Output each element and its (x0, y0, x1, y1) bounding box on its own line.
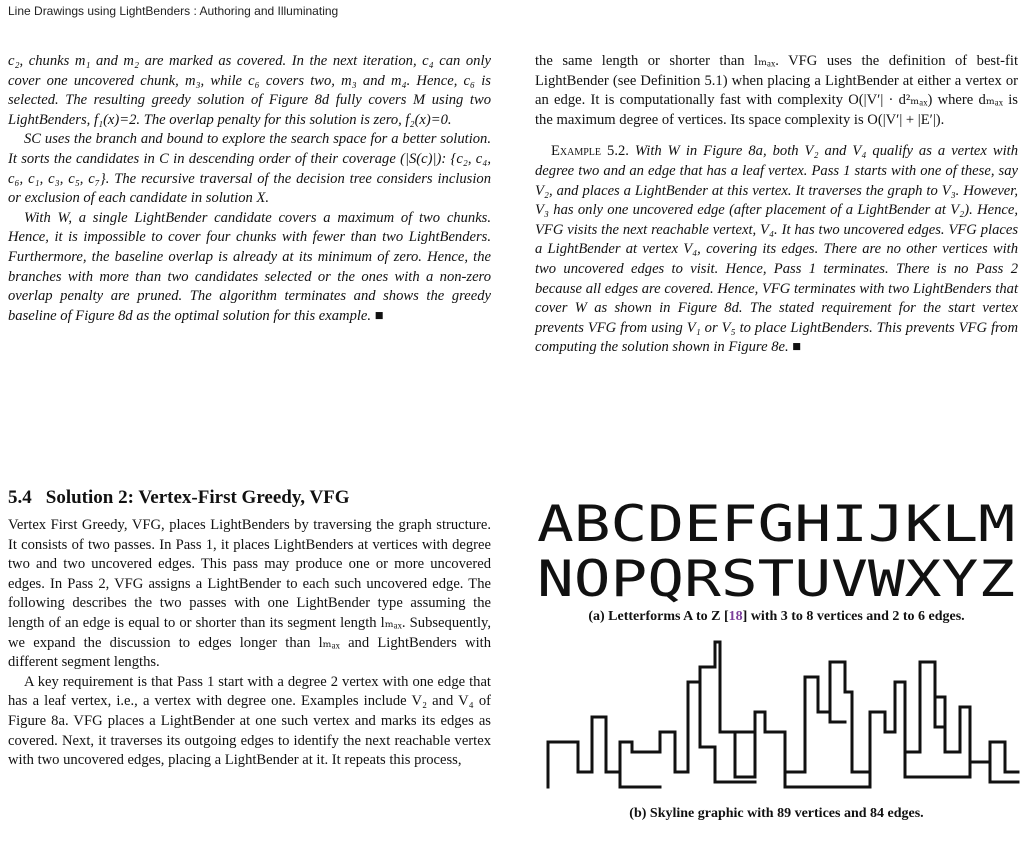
left-paragraph-1: c₂, chunks m₁ and m₂ are marked as covered. In the next iteration, c₄ can only cover one uncovered chunk, m₃, while c₆ covers two, m₃ and m₄. Hence, c₆ is selected. The resulting greedy solution of Figure 8d fully covers M using two LightBenders, f₁(x)=2. The overlap penalty for this solution is zero, f₂(x)=0. (8, 53, 491, 128)
figure-caption-a (535, 609, 1018, 625)
section-heading (8, 487, 350, 509)
left-paragraph-3: With W, a single LightBender candidate covers a maximum of two chunks. Hence, it is impossible to cover four chunks with fewer than two LightBenders. Furthermore, the baseline overlap is already at its minimum of zero. Hence, the branches with more than two candidates selected or the ones with a non-zero overlap penalty are pruned. The algorithm terminates and shows the greedy baseline of Figure 8d as the optimal solution for this example. ■ (8, 209, 491, 324)
left-paragraph-2: SC uses the branch and bound to explore the search space for a better solution. It sorts the candidates in C in descending order of their coverage (|S(c)|): {c₂, c₄, c₆, c₁, c₃, c₅, c₇}. The recursive traversal of the decision tree considers inclusion or exclusion of each candidate in solution X. (8, 131, 491, 207)
letterforms-row-1: ABCDEFGHIJKLM (537, 496, 1015, 553)
section-paragraph-1: Vertex First Greedy, VFG, places LightBenders by traversing the graph structure. It consists of two passes. In Pass 1, it places LightBenders at vertices with degree two and two uncovered edges. This pass may produce one or more uncovered edges. In Pass 2, VFG assigns a LightBender to each such uncovered edge. The following describes the two passes with one LightBender type assuming the length of an edge is equal to or shorter than its segment length lₘₐₓ. Subsequently, we expand the discussion to edges longer than lₘₐₓ and LightBenders with different segment lengths. (8, 517, 491, 671)
example-label: Example 5.2. (551, 143, 629, 160)
skyline-outline (548, 642, 1018, 787)
right-paragraph-1: the same length or shorter than lₘₐₓ. VFG uses the definition of best-fit LightBender (see Definition 5.1) when placing a LightBender at either a vertex or an edge. It is computationally fast with complexity O(|V′| · d²ₘₐₓ) where dₘₐₓ is the maximum degree of vertices. Its space complexity is O(|V′| + |E′|). (535, 53, 1018, 128)
left-column-text (8, 52, 491, 326)
skyline-inner-4 (785, 772, 870, 787)
section-title: Solution 2: Vertex-First Greedy, VFG (45, 487, 350, 508)
figure-caption-b: (b) Skyline graphic with 89 vertices and 84 edges. (629, 806, 924, 821)
caption-a-text-1: (a) Letterforms A to Z [ (588, 609, 729, 624)
example-paragraph (535, 142, 1018, 358)
letterforms-row-2: NOPQRSTUVWXYZ (537, 550, 1015, 604)
skyline-figure (540, 632, 1020, 797)
caption-a-text-2: ] with 3 to 8 vertices and 2 to 6 edges. (742, 609, 965, 624)
section-body (8, 516, 491, 771)
skyline-inner-5 (830, 662, 845, 722)
section-number: 5.4 (8, 487, 32, 508)
skyline-inner-6 (905, 752, 970, 777)
right-column-text (535, 52, 1018, 358)
example-text: With W in Figure 8a, both V₂ and V₄ qualify as a vertex with degree two and an edge that has a leaf vertex. Pass 1 starts with one of these, say V₂, and places a LightBender at this vertex. It traverses the graph to V₃. However, V₃ has only one uncovered edge (after placement of a LightBender at V₂). Hence, VFG visits the next reachable vertext, V₄. It has two uncovered edges. VFG places a LightBender at vertex V₄, covering its edges. There are no other vertices with two uncovered edges to visit. Hence, Pass 1 terminates. There is no Pass 2 because all edges are covered. Hence, VFG terminates with two LightBenders that cover W as shown in Figure 8d. The stated requirement for the start vertex prevents VFG from using V₁ or V₅ to place LightBenders. This prevents VFG from computing the solution shown in Figure 8e. ■ (535, 143, 1018, 356)
section-paragraph-2: A key requirement is that Pass 1 start with a degree 2 vertex with one edge that has a leaf vertex, i.e., a vertex with degree one. Examples include V₂ and V₄ of Figure 8a. VFG places a LightBender at one such vertex and marks its edges as covered. Next, it traverses its outgoing edges to identify the next reachable vertex with two uncovered edges, placing a LightBender at it. It repeats this process, (8, 673, 491, 769)
skyline-inner-1 (620, 772, 660, 787)
letterforms-figure (535, 496, 1018, 604)
running-header: Line Drawings using LightBenders : Authoring and Illuminating (8, 4, 339, 18)
caption-a-citation[interactable]: 18 (728, 609, 743, 624)
skyline-inner-3 (735, 712, 755, 732)
